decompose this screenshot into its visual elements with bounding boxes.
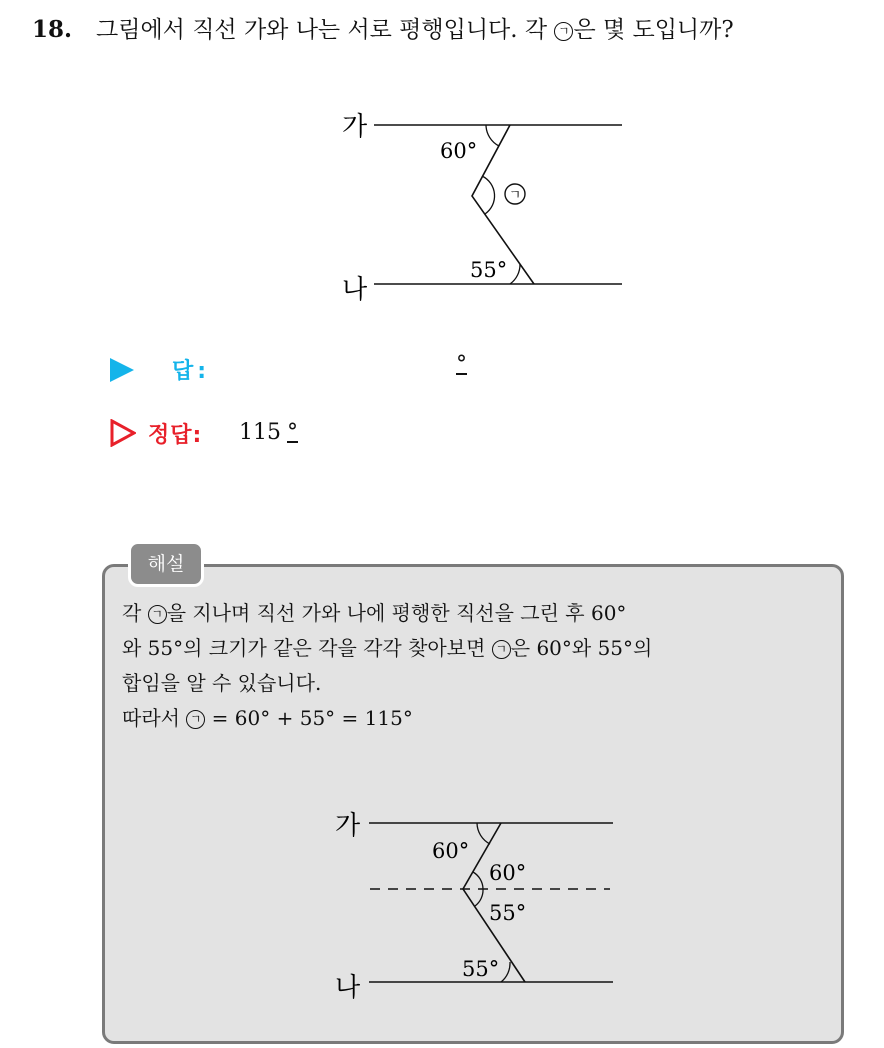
explanation-line-2b: 은 60°와 55°의 [510, 636, 653, 660]
outline-triangle-icon [110, 419, 136, 447]
explanation-text [122, 596, 842, 736]
explanation-line-3: 합임을 알 수 있습니다. [122, 671, 322, 695]
correct-unit: ° [287, 420, 298, 445]
angle-arc-bottom-inner [475, 889, 483, 906]
explanation-line-4a: 따라서 [122, 706, 187, 730]
label-ga: 가 [342, 112, 368, 142]
figure-parallel-lines-solution [325, 800, 625, 1000]
label-na: 나 [335, 973, 361, 1000]
angle-mark-icon: ㄱ [492, 640, 511, 659]
explanation-line-1 [122, 596, 842, 631]
angle-arc-top-inner [473, 872, 483, 889]
answer-row [110, 352, 510, 388]
angle-top-value: 60° [440, 139, 478, 163]
label-ga: 가 [335, 811, 361, 841]
question-number: 18. [32, 16, 73, 43]
explanation-line-1a: 각 [122, 601, 148, 625]
correct-value-wrap [239, 420, 298, 445]
explanation-line-2 [122, 631, 842, 666]
explanation-line-2a: 와 55°의 크기가 같은 각을 각각 찾아보면 [122, 636, 492, 660]
correct-value: 115 [239, 420, 281, 445]
question-text-before: 그림에서 직선 가와 나는 서로 평행입니다. 각 [96, 17, 555, 43]
angle-arc-bottom [510, 264, 520, 284]
explanation-tag: 해설 [128, 541, 204, 587]
angle-arc-top-outer [477, 823, 490, 844]
answer-label: 답: [172, 359, 211, 384]
angle-top-outer-value: 60° [432, 839, 470, 863]
correct-label: 정답: [148, 423, 203, 448]
angle-mark-icon: ㄱ [186, 710, 205, 729]
angle-arc-top [486, 125, 499, 146]
question [32, 14, 734, 46]
answer-unit: ° [456, 352, 467, 377]
angle-bottom-inner-value: 55° [489, 901, 527, 925]
play-triangle-icon [110, 358, 134, 382]
figure-parallel-lines [330, 100, 630, 310]
label-na: 나 [342, 275, 368, 305]
angle-top-inner-value: 60° [489, 861, 527, 885]
angle-mark-icon: ㄱ [554, 22, 573, 41]
angle-mark-icon: ㄱ [148, 605, 167, 624]
angle-mark-text: ㄱ [508, 188, 522, 203]
correct-answer-row [110, 415, 510, 451]
explanation-line-1b: 을 지나며 직선 가와 나에 평행한 직선을 그린 후 60° [166, 601, 627, 625]
angle-arc-middle [482, 176, 495, 214]
question-text-after: 은 몇 도입니까? [573, 17, 734, 43]
explanation-line-4b: = 60° + 55° = 115° [205, 706, 413, 730]
angle-bottom-value: 55° [470, 258, 508, 282]
angle-bottom-outer-value: 55° [462, 957, 500, 981]
explanation-line-4 [122, 701, 842, 736]
angle-arc-bottom-outer [501, 962, 510, 982]
